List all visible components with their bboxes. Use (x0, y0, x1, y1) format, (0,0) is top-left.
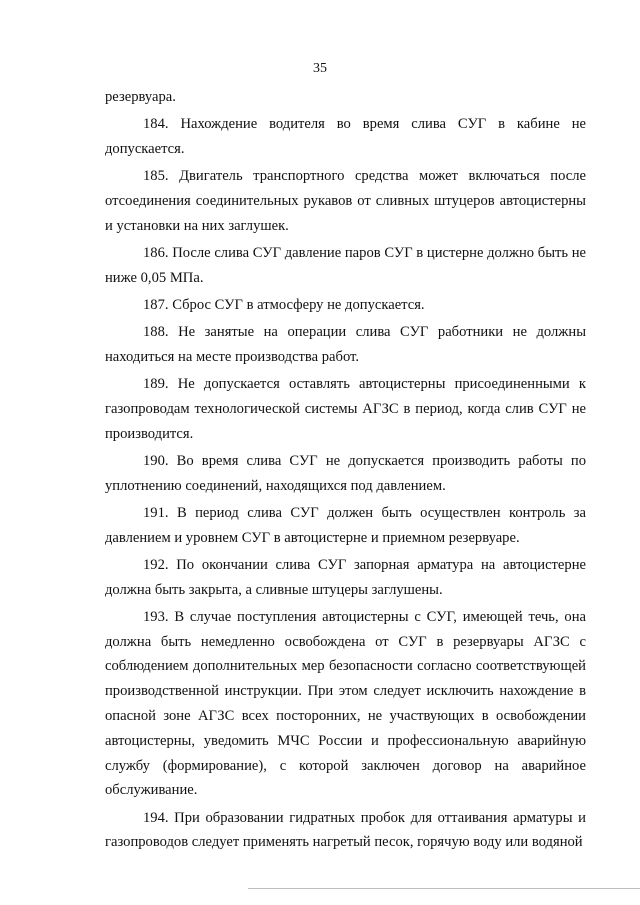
paragraph-188: 188. Не занятые на операции слива СУГ работники не должны находиться на месте производства работ. (105, 324, 586, 365)
paragraph-187: 187. Сброс СУГ в атмосферу не допускается. (143, 296, 425, 313)
paragraph-194: 194. При образовании гидратных пробок для оттаивания арматуры и газопроводов следует применять нагретый песок, горячую воду или водяной (105, 809, 586, 851)
page-bottom-divider (248, 888, 640, 889)
paragraph-186: 186. После слива СУГ давление паров СУГ в цистерне должно быть не ниже 0,05 МПа. (105, 244, 586, 286)
page-number: 35 (313, 61, 327, 76)
paragraph-192: 192. По окончании слива СУГ запорная арматура на автоцистерне должна быть закрыта, а сливные штуцеры заглушены. (105, 556, 586, 598)
paragraph-189: 189. Не допускается оставлять автоцистерны присоединенными к газопроводам технологической системы АГЗС в период, когда слив СУГ не производится. (105, 376, 586, 442)
paragraph-continuation: резервуара. (105, 89, 176, 105)
paragraph-190: 190. Во время слива СУГ не допускается производить работы по уплотнению соединений, находящихся под давлением. (105, 452, 586, 494)
document-body (105, 85, 586, 858)
paragraph-185: 185. Двигатель транспортного средства может включаться после отсоединения соединительных рукавов от сливных штуцеров автоцистерны и установки на них заглушек. (105, 168, 586, 234)
paragraph-193: 193. В случае поступления автоцистерны с СУГ, имеющей течь, она должна быть немедленно освобождена от СУГ в резервуары АГЗС с соблюдением дополнительных мер безопасности согласно соответствующей производственной инструкции. При этом следует исключить нахождение в опасной зоне АГЗС всех посторонних, не участвующих в освобождении автоцистерны, уведомить МЧС России и профессиональную аварийную службу (формирование), с которой заключен договор на аварийное обслуживание. (105, 608, 586, 799)
paragraph-191: 191. В период слива СУГ должен быть осуществлен контроль за давлением и уровнем СУГ в автоцистерне и приемном резервуаре. (105, 504, 586, 546)
paragraph-184: 184. Нахождение водителя во время слива СУГ в кабине не допускается. (105, 116, 586, 157)
